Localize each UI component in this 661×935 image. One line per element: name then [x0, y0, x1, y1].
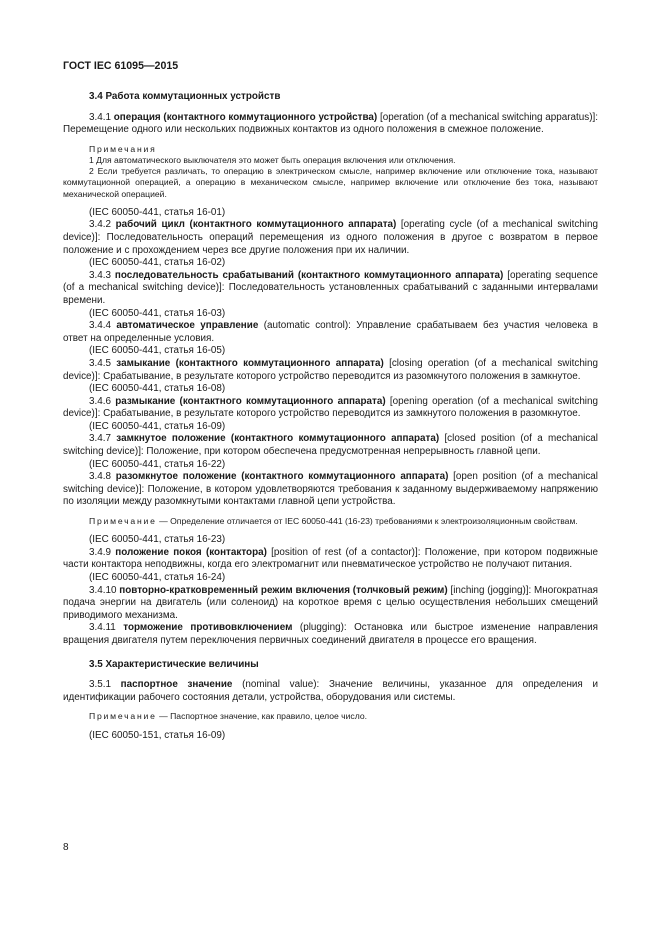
note-label: Примечание [89, 516, 157, 527]
source-reference: (IEC 60050-441, статья 16-22) [89, 458, 226, 470]
source-reference: (IEC 60050-441, статья 16-23) [89, 534, 226, 546]
term-definition [63, 396, 598, 421]
term-text: [operation (of a mechanical switching apparatus)]: Перемещение одного или нескольких подвижных контактов из одного положения в смежное положение. [63, 111, 598, 136]
note-line: 2 Если требуется различать, то операцию в электрическом смысле, например включение или отключение тока, называют коммутационной операцией, а операцию в механическом смысле, например включение или отключение без тока, называют механической операцией. [63, 166, 598, 199]
note-text: — Определение отличается от IEC 60050-441 (16-23) требованиями к электроизоляционным свойствам. [156, 516, 578, 527]
term-number: 3.4.4 [89, 320, 111, 332]
term-definition [63, 679, 598, 704]
term-number: 3.4.2 [89, 219, 111, 231]
term-name: разомкнутое положение (контактного коммутационного аппарата) [115, 471, 449, 483]
term-number: 3.4.9 [89, 546, 111, 558]
term-number: 3.4.10 [89, 584, 117, 596]
term-text: [position of rest (of a contactor)]: Положение, при котором подвижные части контактора неподвижны, когда его электромагнит или пневматическое устройство не получают питания. [63, 546, 599, 571]
term-definition [63, 358, 598, 383]
section-heading: 3.5 Характеристические величины [89, 658, 259, 670]
term-text: [operating cycle (of a mechanical switching device)]: Последовательность операций перемещения из одного положения в другое с возвратом в первое положение и с прохождением через все другие положения при их наличии. [63, 219, 598, 256]
source-reference: (IEC 60050-441, статья 16-01) [89, 206, 226, 218]
source-reference: (IEC 60050-441, статья 16-24) [89, 572, 226, 584]
note-text: — Паспортное значение, как правило, целое число. [156, 711, 368, 722]
term-number: 3.4.7 [89, 433, 111, 445]
term-name: операция (контактного коммутационного устройства) [113, 111, 378, 123]
term-definition [63, 433, 598, 458]
term-definition [63, 112, 598, 137]
term-name: замыкание (контактного коммутационного аппарата) [116, 357, 384, 369]
page-number: 8 [63, 842, 69, 853]
term-text: (nominal value): Значение величины, указанное для определения и идентификации рабочего состояния детали, устройства, оборудования или системы. [63, 679, 598, 703]
note-label: Примечание [89, 711, 157, 722]
term-number: 3.4.1 [89, 111, 111, 123]
term-definition [63, 270, 598, 308]
document-body [63, 91, 598, 742]
inline-note [63, 516, 598, 527]
document-header: ГОСТ IEC 61095—2015 [63, 60, 179, 72]
inline-note [63, 711, 598, 722]
note-line: 1 Для автоматического выключателя это может быть операция включения или отключения. [89, 154, 456, 165]
term-name: замкнутое положение (контактного коммутационного аппарата) [116, 433, 440, 445]
term-name: положение покоя (контактора) [115, 546, 267, 558]
source-reference: (IEC 60050-441, статья 16-09) [89, 420, 226, 432]
source-reference: (IEC 60050-441, статья 16-03) [89, 307, 226, 319]
term-name: размыкание (контактного коммутационного аппарата) [115, 395, 386, 407]
term-definition [63, 622, 598, 647]
source-reference: (IEC 60050-151, статья 16-09) [89, 729, 226, 741]
term-number: 3.4.8 [89, 471, 111, 483]
term-definition [63, 219, 598, 257]
term-text: (plugging): Остановка или быстрое изменение направления вращения двигателя путем переключения первичных соединений двигателя в процессе его вращения. [63, 622, 598, 646]
term-name: последовательность срабатываний (контактного коммутационного аппарата) [114, 269, 504, 281]
term-name: автоматическое управление [116, 320, 259, 332]
source-reference: (IEC 60050-441, статья 16-02) [89, 257, 226, 269]
section-heading: 3.4 Работа коммутационных устройств [89, 91, 281, 102]
source-reference: (IEC 60050-441, статья 16-05) [89, 345, 226, 357]
note-title: Примечания [89, 143, 157, 154]
term-name: паспортное значение [120, 679, 233, 691]
term-text: [closed position (of a mechanical switching device)]: Положение, при котором обеспечена предусмотренная непрерывность главной цепи. [63, 433, 598, 458]
term-definition [63, 320, 598, 345]
term-definition [63, 547, 598, 572]
term-name: повторно-кратковременный режим включения (толчковый режим) [119, 584, 448, 596]
term-text: [open position (of a mechanical switching device)]: Положение, в котором удовлетворяются требования к заданному выдерживаемому напряжению по изоляции между разомкнутыми контактами главной цепи устройства. [63, 471, 598, 508]
term-number: 3.4.3 [89, 269, 111, 281]
term-number: 3.4.6 [89, 395, 111, 407]
term-text: [closing operation (of a mechanical switching device)]: Срабатывание, в результате которого устройство переводится из разомкнутого положения в замкнутое. [63, 357, 598, 382]
term-definition [63, 585, 598, 623]
term-definition [63, 471, 598, 509]
term-text: [inching (jogging)]: Многократная подача энергии на двигатель (или соленоид) на короткое время с целью осуществления небольших смещений приводимого механизма. [63, 584, 598, 621]
term-name: торможение противовключением [123, 622, 293, 634]
term-name: рабочий цикл (контактного коммутационного аппарата) [115, 219, 397, 231]
term-number: 3.4.5 [89, 357, 111, 369]
source-reference: (IEC 60050-441, статья 16-08) [89, 383, 226, 395]
term-text: (automatic control): Управление срабатываем без участия человека в ответ на определенные условия. [63, 320, 598, 344]
term-number: 3.4.11 [89, 622, 116, 634]
term-text: [opening operation (of a mechanical switching device)]: Срабатывание, в результате которого устройство переводится из замкнутого положения в разомкнутое. [63, 395, 598, 420]
term-number: 3.5.1 [89, 679, 111, 691]
term-text: [operating sequence (of a mechanical switching device)]: Последовательность установленных срабатываний с заданными интервалами времени. [63, 269, 598, 306]
